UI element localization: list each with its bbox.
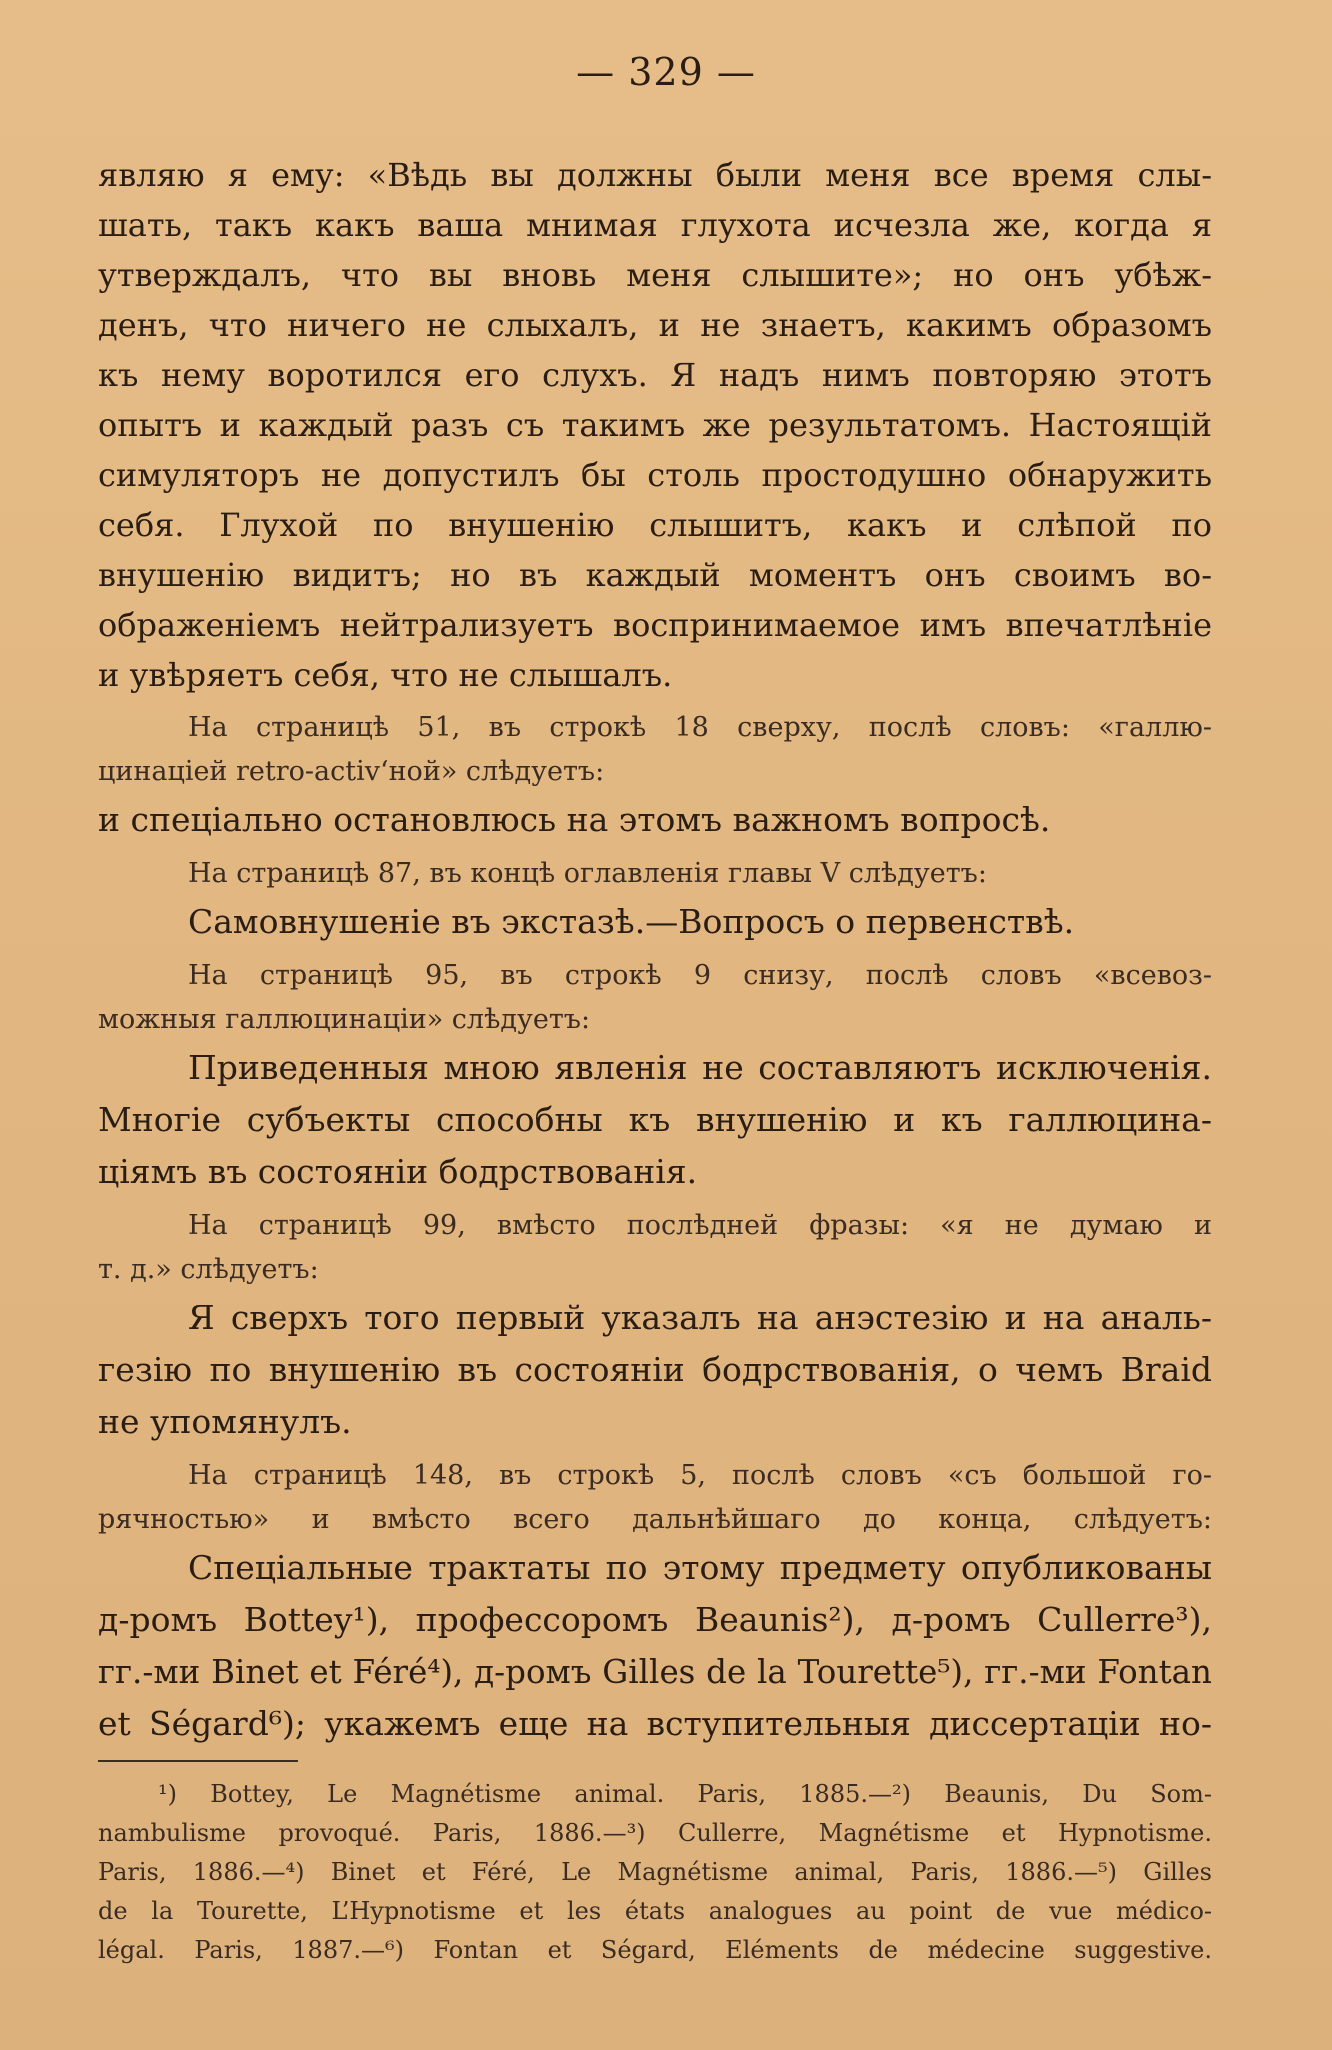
footnote-line: Paris, 1886.—⁴) Binet et Féré, Le Magnétisme animal, Paris, 1886.—⁵) Gilles: [98, 1858, 1212, 1886]
body-text: [98, 150, 1212, 1750]
note-line: На страницѣ 51, въ строкѣ 18 сверху, послѣ словъ: «галлю-: [188, 712, 1212, 743]
note-line: На страницѣ 148, въ строкѣ 5, послѣ словъ «съ большой го-: [188, 1460, 1212, 1491]
erratum-insert: [98, 1292, 1212, 1448]
note-line: цинаціей retro-activ‘ной» слѣдуетъ:: [98, 756, 605, 787]
insert-line: ціямъ въ состояніи бодрствованія.: [98, 1152, 698, 1191]
insert-line: гг.-ми Binet et Féré⁴), д-ромъ Gilles de la Tourette⁵), гг.-ми Fontan: [98, 1653, 1212, 1691]
note-line: рячностью» и вмѣсто всего дальнѣйшаго до конца, слѣдуетъ:: [98, 1504, 1212, 1535]
note-line: т. д.» слѣдуетъ:: [98, 1254, 319, 1285]
text-line: себя. Глухой по внушенію слышитъ, какъ и слѣпой по: [98, 506, 1212, 544]
insert-line: гезію по внушенію въ состояніи бодрствованія, о чемъ Braid: [98, 1350, 1212, 1389]
insert-line: не упомянулъ.: [98, 1402, 352, 1441]
paragraph-continuation: [98, 150, 1212, 700]
text-line: опытъ и каждый разъ съ такимъ же результатомъ. Настоящій: [98, 406, 1212, 444]
note-line: На страницѣ 87, въ концѣ оглавленія главы V слѣдуетъ:: [188, 858, 987, 889]
text-line: денъ, что ничего не слыхалъ, и не знаетъ, какимъ образомъ: [98, 306, 1212, 344]
note-line: На страницѣ 99, вмѣсто послѣдней фразы: «я не думаю и: [188, 1210, 1212, 1241]
insert-line: д-ромъ Bottey¹), профессоромъ Beaunis²), д-ромъ Cullerre³),: [98, 1600, 1212, 1639]
erratum-note: [98, 1454, 1212, 1542]
footnote-line: nambulisme provoqué. Paris, 1886.—³) Cullerre, Magnétisme et Hypnotisme.: [98, 1819, 1212, 1847]
text-line: симуляторъ не допустилъ бы столь простодушно обнаружить: [98, 456, 1212, 494]
footnote-line: ¹) Bottey, Le Magnétisme animal. Paris, 1885.—²) Beaunis, Du Som-: [158, 1780, 1212, 1808]
erratum-note: [98, 1204, 1212, 1292]
insert-line: Многіе субъекты способны къ внушенію и къ галлюцина-: [98, 1100, 1212, 1139]
text-line: къ нему воротился его слухъ. Я надъ нимъ повторяю этотъ: [98, 356, 1212, 394]
footnote-divider: [98, 1760, 298, 1762]
footnote-line: de la Tourette, L’Hypnotisme et les états analogues au point de vue médico-: [98, 1897, 1212, 1925]
note-line: На страницѣ 95, въ строкѣ 9 снизу, послѣ словъ «всевоз-: [188, 960, 1212, 991]
page-number: — 329 —: [576, 50, 756, 94]
erratum-insert: [98, 1042, 1212, 1198]
note-line: можныя галлюцинаціи» слѣдуетъ:: [98, 1004, 591, 1035]
text-line: являю я ему: «Вѣдь вы должны были меня все время слы-: [98, 156, 1212, 194]
insert-line: Я сверхъ того первый указалъ на анэстезію и на аналь-: [188, 1298, 1212, 1337]
footnote-line: légal. Paris, 1887.—⁶) Fontan et Ségard, Eléments de médecine suggestive.: [98, 1936, 1212, 1964]
erratum-insert: [98, 1542, 1212, 1750]
insert-line: Приведенныя мною явленія не составляютъ исключенія.: [188, 1048, 1212, 1087]
insert-line: Самовнушеніе въ экстазѣ.—Вопросъ о первенствѣ.: [188, 902, 1075, 941]
erratum-note: [98, 852, 1212, 896]
text-line: и увѣряетъ себя, что не слышалъ.: [98, 656, 673, 694]
erratum-note: [98, 706, 1212, 794]
insert-line: et Ségard⁶); укажемъ еще на вступительныя диссертаціи но-: [98, 1704, 1212, 1743]
erratum-insert: [98, 896, 1212, 948]
erratum-insert: [98, 794, 1212, 846]
text-line: утверждалъ, что вы вновь меня слышите»; но онъ убѣж-: [98, 256, 1212, 294]
footnotes: [98, 1775, 1212, 1970]
insert-line: и спеціально остановлюсь на этомъ важномъ вопросѣ.: [98, 800, 1051, 839]
text-line: ображеніемъ нейтрализуетъ воспринимаемое имъ впечатлѣніе: [98, 606, 1212, 644]
erratum-note: [98, 954, 1212, 1042]
insert-line: Спеціальные трактаты по этому предмету опубликованы: [188, 1548, 1212, 1587]
text-line: шать, такъ какъ ваша мнимая глухота исчезла же, когда я: [98, 206, 1212, 244]
text-line: внушенію видитъ; но въ каждый моментъ онъ своимъ во-: [98, 556, 1212, 594]
